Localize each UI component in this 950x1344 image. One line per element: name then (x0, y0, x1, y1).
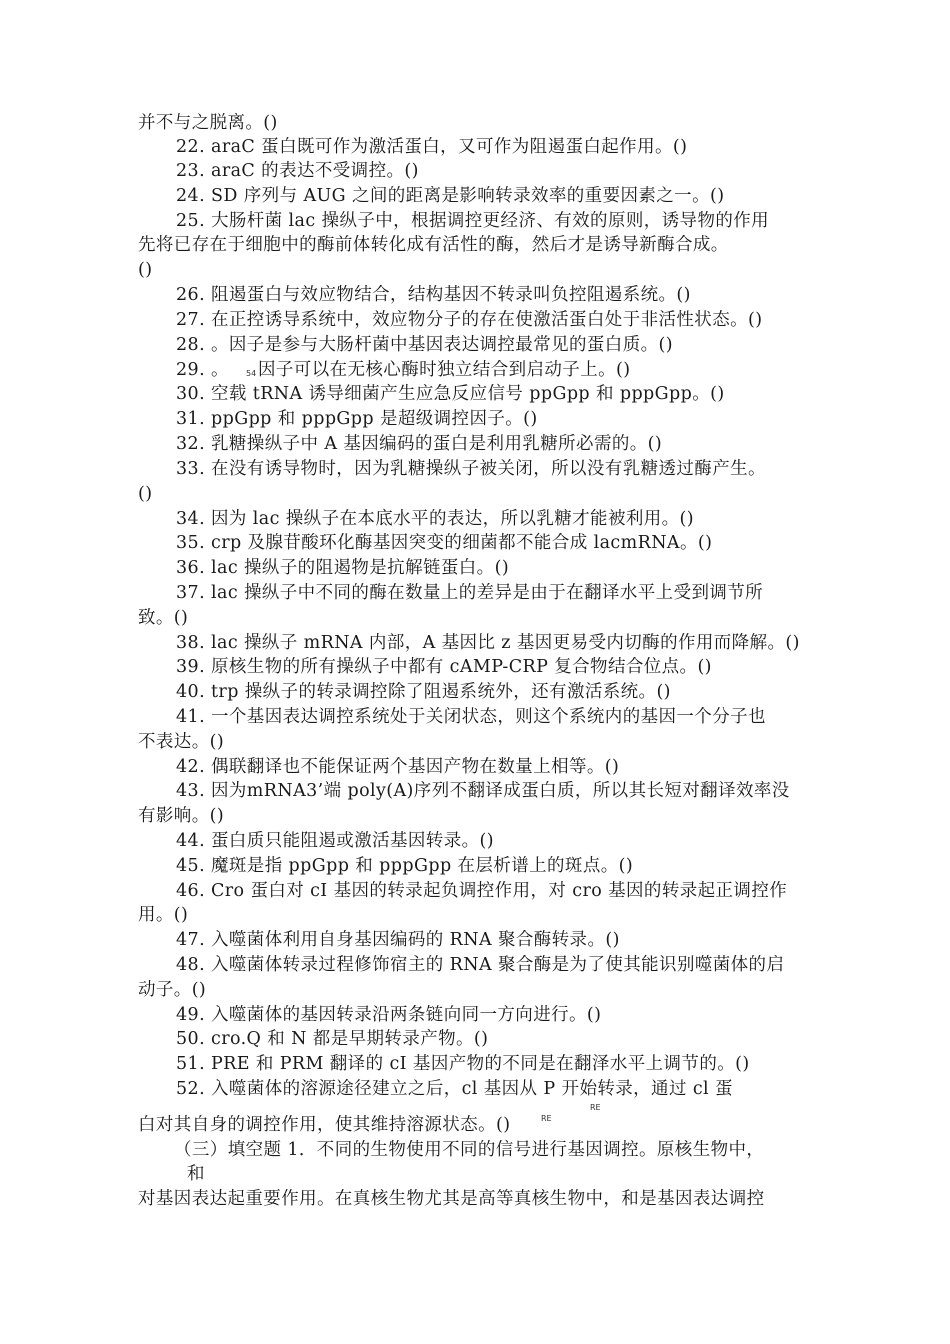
text-line: 致。() (138, 608, 189, 628)
superscript-mark: 54 (246, 369, 257, 378)
text-line: 动子。() (138, 980, 207, 1000)
text-line: 对基因表达起重要作用。在真核生物尤其是高等真核生物中，和是基因表达调控 (138, 1189, 765, 1209)
question-36: 36. lac 操纵子的阻遏物是抗解链蛋白。() (176, 558, 510, 578)
question-25: 25. 大肠杆菌 lac 操纵子中，根据调控更经济、有效的原则，诱导物的作用 (176, 211, 770, 231)
question-26: 26. 阻遏蛋白与效应物结合，结构基因不转录叫负控阻遏系统。() (176, 285, 691, 305)
question-44: 44. 蛋白质只能阻遏或激活基因转录。() (176, 831, 494, 851)
question-38: 38. lac 操纵子 mRNA 内部，A 基因比 z 基因更易受内切酶的作用而降解。() (176, 633, 800, 653)
question-28: 28. 。因子是参与大肠杆菌中基因表达调控最常见的蛋白质。() (176, 335, 673, 355)
text-line: 有影响。() (138, 806, 225, 826)
question-40: 40. trp 操纵子的转录调控除了阻遏系统外，还有激活系统。() (176, 682, 671, 702)
superscript-mark: RE (541, 1114, 552, 1123)
question-27: 27. 在正控诱导系统中，效应物分子的存在使激活蛋白处于非活性状态。() (176, 310, 763, 330)
question-45: 45. 魔斑是指 ppGpp 和 pppGpp 在层析谱上的斑点。() (176, 856, 634, 876)
question-23: 23. araC 的表达不受调控。() (176, 161, 419, 181)
question-37: 37. lac 操纵子中不同的酶在数量上的差异是由于在翻译水平上受到调节所 (176, 583, 764, 603)
question-24: 24. SD 序列与 AUG 之间的距离是影响转录效率的重要因素之一。() (176, 186, 725, 206)
question-41: 41. 一个基因表达调控系统处于关闭状态，则这个系统内的基因一个分子也 (176, 707, 766, 727)
question-49: 49. 入噬菌体的基因转录沿两条链向同一方向进行。() (176, 1005, 602, 1025)
text-line: 并不与之脱离。() (138, 113, 278, 133)
question-31: 31. ppGpp 和 pppGpp 是超级调控因子。() (176, 409, 538, 429)
text-line: 白对其自身的调控作用，使其维持溶源状态。() (138, 1115, 511, 1135)
question-34: 34. 因为 lac 操纵子在本底水平的表达，所以乳糖才能被利用。() (176, 509, 695, 529)
question-52: 52. 入噬菌体的溶源途径建立之后，cl 基因从 P 开始转录，通过 cl 蛋 (176, 1079, 733, 1099)
text-line: 不表达。() (138, 732, 225, 752)
text-line: 用。() (138, 905, 189, 925)
question-22: 22. araC 蛋白既可作为激活蛋白，又可作为阻遏蛋白起作用。() (176, 137, 688, 157)
question-47: 47. 入噬菌体利用自身基因编码的 RNA 聚合酶转录。() (176, 930, 620, 950)
section-heading-fill-in: （三）填空题 1．不同的生物使用不同的信号进行基因调控。原核生物中， (174, 1140, 765, 1160)
subscript-mark: RE (590, 1103, 601, 1112)
question-29-prefix: 29. 。 (176, 360, 229, 380)
question-39: 39. 原核生物的所有操纵子中都有 cAMP-CRP 复合物结合位点。() (176, 657, 712, 677)
text-line: () (138, 484, 153, 504)
question-42: 42. 偶联翻译也不能保证两个基因产物在数量上相等。() (176, 757, 620, 777)
question-48: 48. 入噬菌体转录过程修饰宿主的 RNA 聚合酶是为了使其能识别噬菌体的启 (176, 955, 785, 975)
question-51: 51. PRE 和 PRM 翻译的 cI 基因产物的不同是在翻泽水平上调节的。() (176, 1054, 750, 1074)
question-30: 30. 空载 tRNA 诱导细菌产生应急反应信号 ppGpp 和 pppGpp。() (176, 384, 725, 404)
text-line: 和 (187, 1164, 205, 1184)
question-50: 50. cro.Q 和 N 都是早期转录产物。() (176, 1029, 489, 1049)
question-35: 35. crp 及腺苷酸环化酶基因突变的细菌都不能合成 lacmRNA。() (176, 533, 713, 553)
question-29: 因子可以在无核心酶时独立结合到启动子上。() (258, 360, 631, 380)
question-32: 32. 乳糖操纵子中 A 基因编码的蛋白是利用乳糖所必需的。() (176, 434, 663, 454)
question-43: 43. 因为mRNA3’端 poly(A)序列不翻译成蛋白质，所以其长短对翻译效率没 (176, 781, 790, 801)
question-46: 46. Cro 蛋白对 cI 基因的转录起负调控作用，对 cro 基因的转录起正调控作 (176, 881, 788, 901)
text-line: 先将已存在于细胞中的酶前体转化成有活性的酶，然后才是诱导新酶合成。 (138, 235, 729, 255)
question-33: 33. 在没有诱导物时，因为乳糖操纵子被关闭，所以没有乳糖透过酶产生。 (176, 459, 766, 479)
text-line: () (138, 260, 153, 280)
